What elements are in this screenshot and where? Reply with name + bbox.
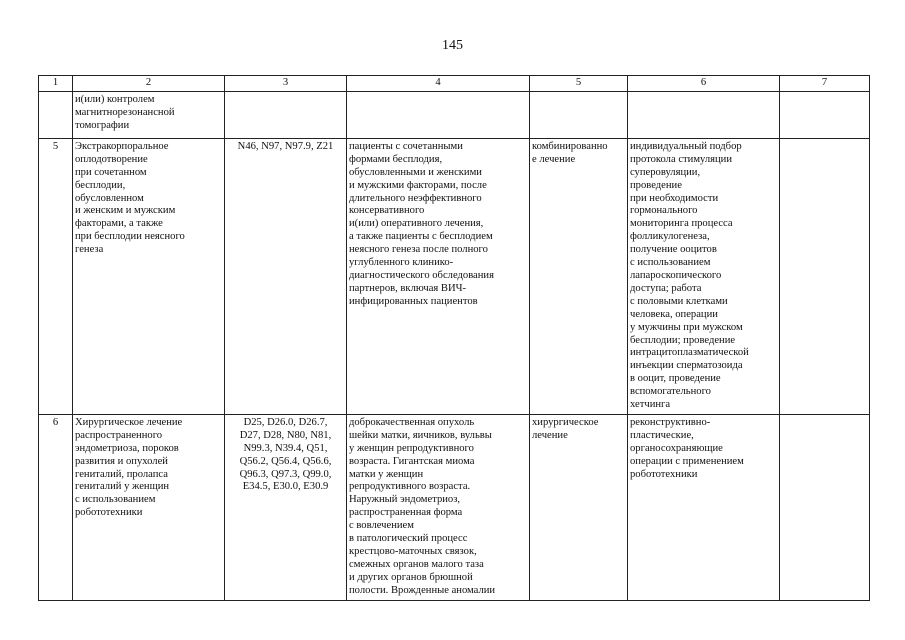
treatment-type-cell	[530, 91, 628, 138]
col7-cell	[780, 138, 870, 414]
treatment-method-cell: реконструктивно- пластические, органосохраняющие операции с применением робототехники	[628, 414, 780, 600]
col7-cell	[780, 414, 870, 600]
header-col-6: 6	[628, 76, 780, 92]
care-name-cell: Экстракорпоральное оплодотворение при сочетанном бесплодии, обусловленном и женским и мужским факторами, а также при бесплодии неясного генеза	[73, 138, 225, 414]
header-col-1: 1	[39, 76, 73, 92]
patient-model-cell	[347, 91, 530, 138]
table-row-5	[39, 138, 870, 414]
table-row-6	[39, 414, 870, 600]
patient-model-cell: доброкачественная опухоль шейки матки, яичников, вульвы у женщин репродуктивного возраста. Гигантская миома матки у женщин репродуктивного возраста. Наружный эндометриоз, распространенная форма с вовлечением в патологический процесс крестцово-маточных связок, смежных органов малого таза и других органов брюшной полости. Врожденные аномалии	[347, 414, 530, 600]
header-row	[39, 76, 870, 92]
treatment-method-cell: индивидуальный подбор протокола стимуляции суперовуляции, проведение при необходимости гормонального мониторинга процесса фолликулогенеза, получение ооцитов с использованием лапароскопического доступа; работа с половыми клетками человека, операции у мужчины при мужском бесплодии; проведение интрацитоплазматической инъекции сперматозоида в ооцит, проведение вспомогательного хетчинга	[628, 138, 780, 414]
row-number: 6	[39, 414, 73, 600]
icd-codes-cell: D25, D26.0, D26.7, D27, D28, N80, N81, N99.3, N39.4, Q51, Q56.2, Q56.4, Q56.6, Q96.3, Q97.3, Q99.0, E34.5, E30.0, E30.9	[225, 414, 347, 600]
treatment-method-cell	[628, 91, 780, 138]
page-number: 145	[442, 38, 463, 53]
icd-codes-cell	[225, 91, 347, 138]
header-col-7: 7	[780, 76, 870, 92]
header-col-2: 2	[73, 76, 225, 92]
header-col-3: 3	[225, 76, 347, 92]
treatment-type-cell: комбинированно е лечение	[530, 138, 628, 414]
medical-care-table	[38, 75, 870, 601]
col7-cell	[780, 91, 870, 138]
treatment-type-cell: хирургическое лечение	[530, 414, 628, 600]
row-number: 5	[39, 138, 73, 414]
row-number	[39, 91, 73, 138]
header-col-5: 5	[530, 76, 628, 92]
icd-codes-cell: N46, N97, N97.9, Z21	[225, 138, 347, 414]
care-name-cell: и(или) контролем магнитнорезонансной томографии	[73, 91, 225, 138]
header-col-4: 4	[347, 76, 530, 92]
table-row-continuation	[39, 91, 870, 138]
patient-model-cell: пациенты с сочетанными формами бесплодия, обусловленными и женскими и мужскими факторами, после длительного неэффективного консервативного и(или) оперативного лечения, а также пациенты с бесплодием неясного генеза после полного углубленного клинико- диагностического обследования партнеров, включая ВИЧ- инфицированных пациентов	[347, 138, 530, 414]
care-name-cell: Хирургическое лечение распространенного эндометриоза, пороков развития и опухолей гениталий, пролапса гениталий у женщин с использованием робототехники	[73, 414, 225, 600]
